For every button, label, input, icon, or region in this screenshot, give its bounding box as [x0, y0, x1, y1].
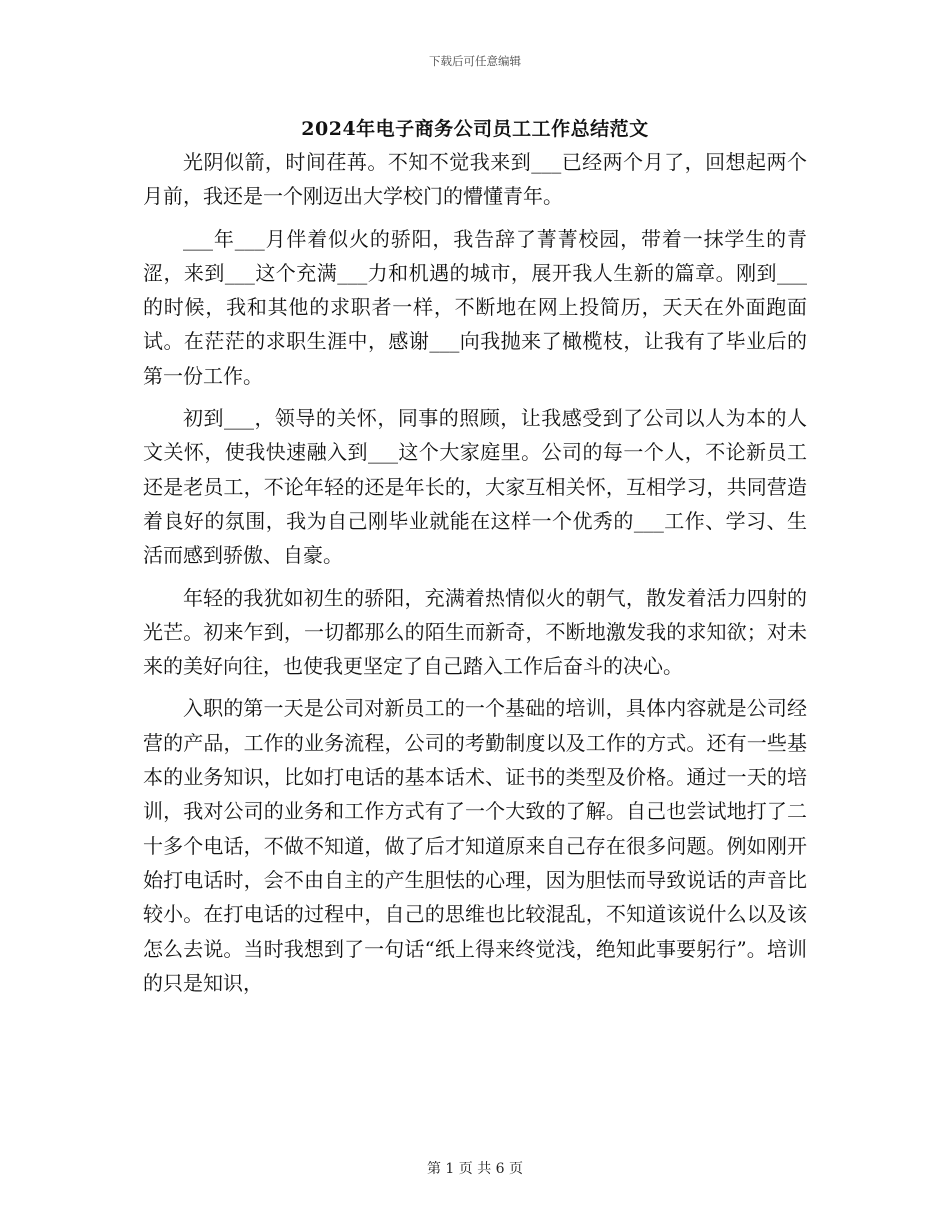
document-title: 2024年电子商务公司员工工作总结范文: [301, 118, 649, 140]
paragraph: ___年___月伴着似火的骄阳，我告辞了菁菁校园，带着一抹学生的青涩，来到___这个充满___力和机遇的城市，展开我人生新的篇章。刚到___的时候，我和其他的求职者一样，不断地在网上投简历，天天在外面跑面试。在茫茫的求职生涯中，感谢___向我抛来了橄榄枝，让我有了毕业后的第一份工作。: [143, 226, 807, 388]
document-body: [143, 145, 807, 1000]
paragraph: 光阴似箭，时间荏苒。不知不觉我来到___已经两个月了，回想起两个月前，我还是一个刚迈出大学校门的懵懂青年。: [143, 150, 807, 209]
paragraph: 初到___，领导的关怀，同事的照顾，让我感受到了公司以人为本的人文关怀，使我快速融入到___这个大家庭里。公司的每一个人，不论新员工还是老员工，不论年轻的还是年长的，大家互相关怀，互相学习，共同营造着良好的氛围，我为自己刚毕业就能在这样一个优秀的___工作、学习、生活而感到骄傲、自豪。: [143, 406, 807, 568]
paragraph: 年轻的我犹如初生的骄阳，充满着热情似火的朝气，散发着活力四射的光芒。初来乍到，一切都那么的陌生而新奇，不断地激发我的求知欲；对未来的美好向往，也使我更坚定了自己踏入工作后奋斗的决心。: [143, 585, 807, 679]
paragraph: 入职的第一天是公司对新员工的一个基础的培训，具体内容就是公司经营的产品，工作的业务流程，公司的考勤制度以及工作的方式。还有一些基本的业务知识，比如打电话的基本话术、证书的类型及价格。通过一天的培训，我对公司的业务和工作方式有了一个大致的了解。自己也尝试地打了二十多个电话，不做不知道，做了后才知道原来自己存在很多问题。例如刚开始打电话时，会不由自主的产生胆怯的心理，因为胆怯而导致说话的声音比较小。在打电话的过程中，自己的思维也比较混乱，不知道该说什么以及该怎么去说。当时我想到了一句话“纸上得来终觉浅，绝知此事要躬行”。培训的只是知识，: [143, 696, 807, 995]
page-header-note: 下载后可任意编辑: [429, 54, 521, 68]
page-number-footer: 第 1 页 共 6 页: [426, 1161, 524, 1177]
